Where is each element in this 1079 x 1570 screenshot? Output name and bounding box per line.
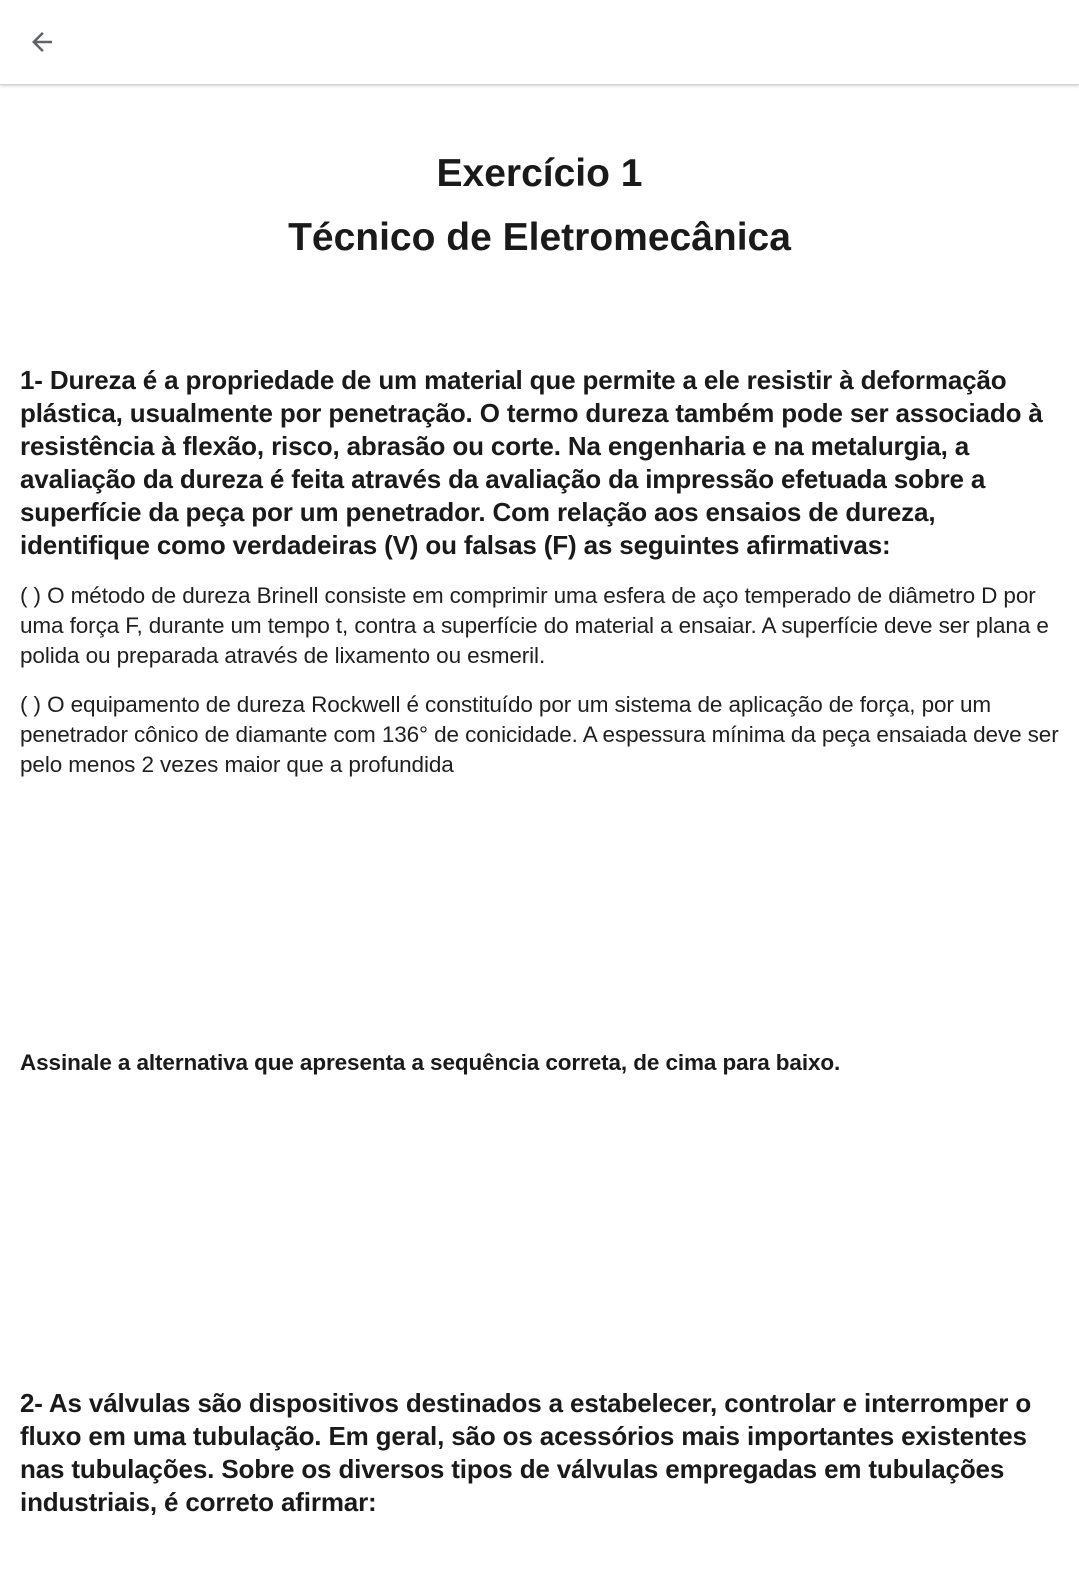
statement-2: ( ) O equipamento de dureza Rockwell é constituído por um sistema de aplicação de força, por um penetrador cônico de diamante com 136° de conicidade. A espessura mínima da peça ensaiada deve ser pelo menos 2 vezes maior que a profundida xyxy=(20,692,1059,777)
arrow-back-icon xyxy=(27,27,57,57)
back-button[interactable] xyxy=(18,18,66,66)
app-bar xyxy=(0,0,1079,85)
page-title: Exercício 1 xyxy=(436,152,643,195)
page-subtitle: Técnico de Eletromecânica xyxy=(288,216,791,259)
question-1-text: 1- Dureza é a propriedade de um material que permite a ele resistir à deformação plástica, usualmente por penetração. O termo dureza também pode ser associado à resistência à flexão, risco, abrasão ou corte. Na engenharia e na metalurgia, a avaliação da dureza é feita através da avaliação da impressão efetuada sobre a superfície da peça por um penetrador. Com relação aos ensaios de dureza, identifique como verdadeiras (V) ou falsas (F) as seguintes afirmativas: xyxy=(20,365,1043,560)
statement-1: ( ) O método de dureza Brinell consiste em comprimir uma esfera de aço temperado de diâmetro D por uma força F, durante um tempo t, contra a superfície do material a ensaiar. A superfície deve ser plana e polida ou preparada através de lixamento ou esmeril. xyxy=(20,583,1049,668)
question-1-instruction: Assinale a alternativa que apresenta a sequência correta, de cima para baixo. xyxy=(20,1050,841,1075)
question-2-text: 2- As válvulas são dispositivos destinados a estabelecer, controlar e interromper o fluxo em uma tubulação. Em geral, são os acessórios mais importantes existentes nas tubulações. Sobre os diversos tipos de válvulas empregadas em tubulações industriais, é correto afirmar: xyxy=(20,1388,1032,1517)
